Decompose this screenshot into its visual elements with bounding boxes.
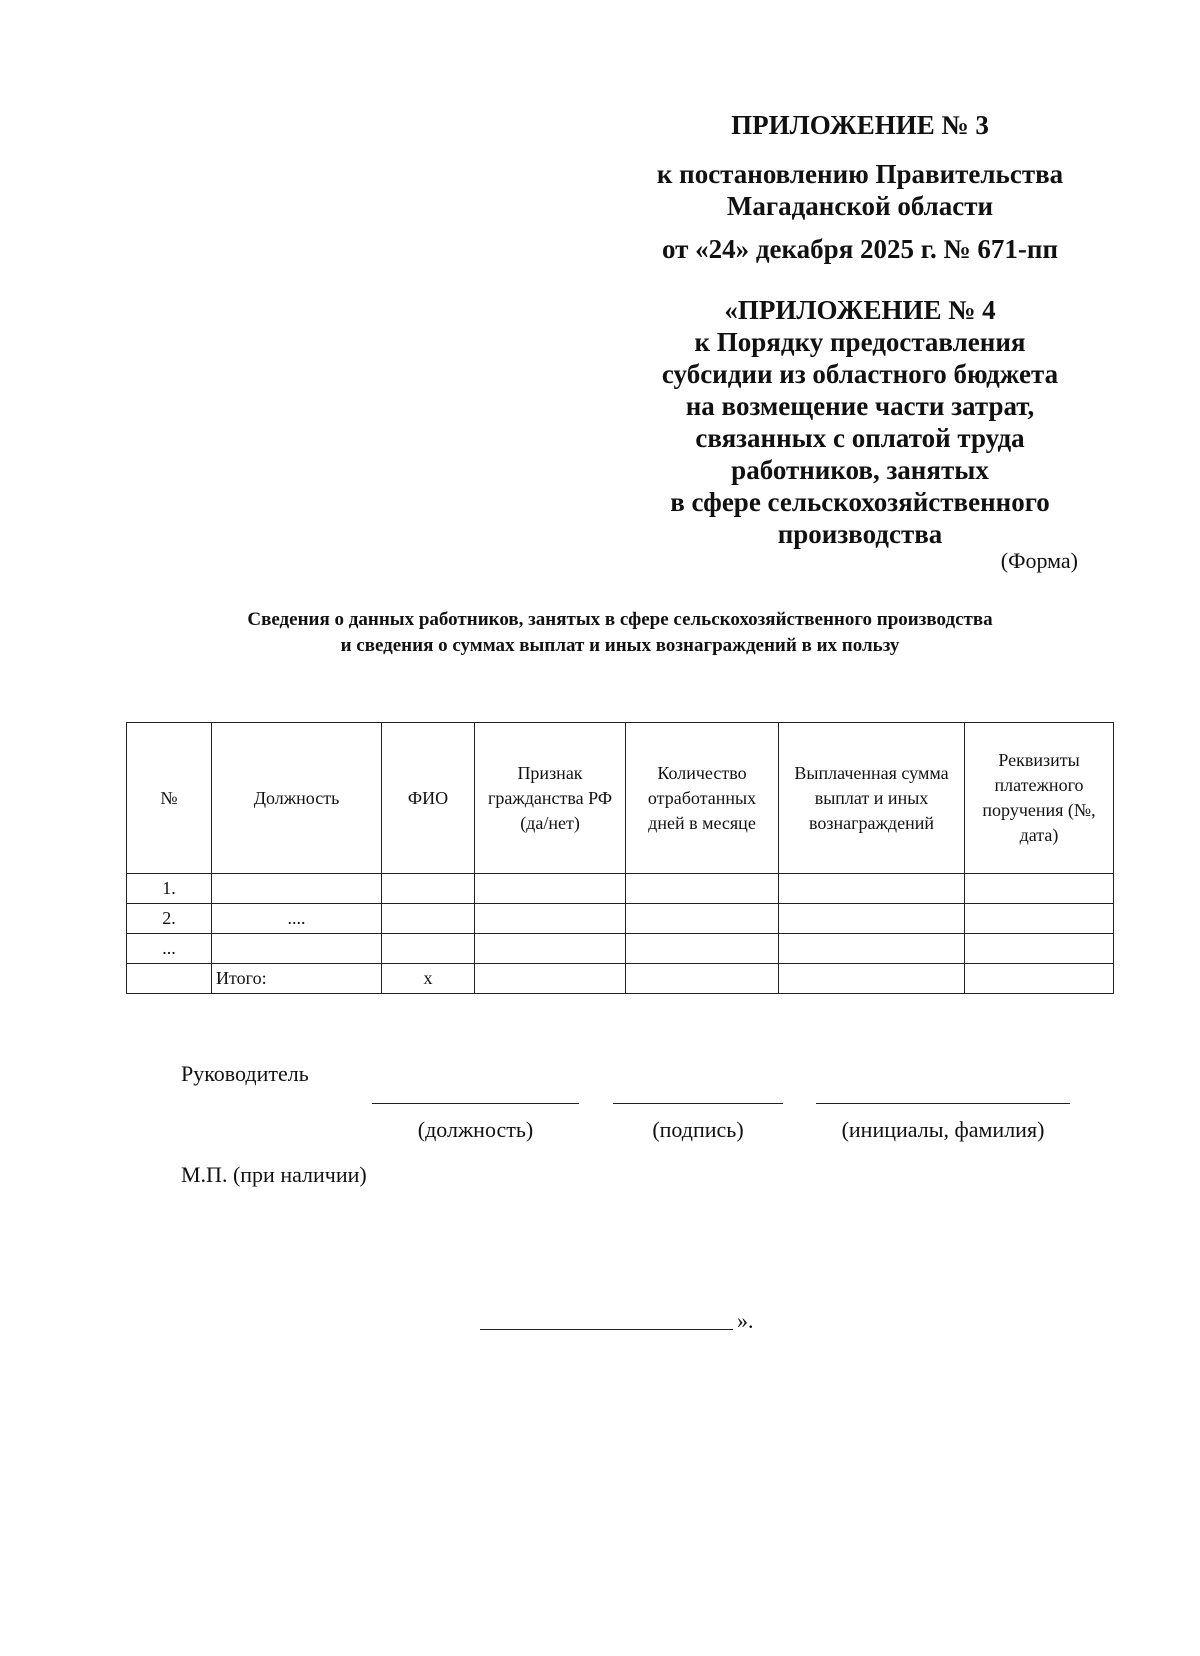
table-cell xyxy=(475,964,626,994)
appendix4-title: «ПРИЛОЖЕНИЕ № 4 xyxy=(724,295,996,325)
column-header-payment-order: Реквизиты платежного поручения (№, дата) xyxy=(965,723,1114,874)
table-row xyxy=(127,874,1114,904)
table-cell xyxy=(475,934,626,964)
table-cell: ... xyxy=(127,934,212,964)
table-cell xyxy=(382,874,475,904)
total-label: Итого: xyxy=(212,964,382,994)
table-cell xyxy=(965,904,1114,934)
table-title xyxy=(120,607,1120,659)
decree-date: от «24» декабря 2025 г. № 671-пп xyxy=(661,234,1059,264)
table-cell xyxy=(965,874,1114,904)
name-signature-line xyxy=(816,1103,1070,1104)
table-cell xyxy=(779,874,965,904)
table-cell xyxy=(127,964,212,994)
head-role-label: Руководитель xyxy=(181,1061,309,1086)
appendix4-line: производства xyxy=(777,519,943,549)
employee-data-table xyxy=(126,722,1114,994)
appendix4-block xyxy=(610,294,1110,550)
table-cell xyxy=(475,904,626,934)
closing-quote-mark: ». xyxy=(737,1308,754,1333)
table-cell xyxy=(779,904,965,934)
table-title-line-1: Сведения о данных работников, занятых в сфере сельскохозяйственного производства xyxy=(247,609,993,630)
table-cell xyxy=(779,934,965,964)
appendix4-line: на возмещение части затрат, xyxy=(685,391,1035,421)
position-signature-line xyxy=(372,1103,579,1104)
name-caption: (инициалы, фамилия) xyxy=(841,1117,1045,1142)
appendix4-line: работников, занятых xyxy=(731,455,989,485)
table-cell xyxy=(779,964,965,994)
table-cell: 2. xyxy=(127,904,212,934)
form-label: (Форма) xyxy=(1000,548,1078,573)
table-cell xyxy=(626,964,779,994)
decree-line-1: к постановлению Правительства xyxy=(656,159,1064,189)
table-cell xyxy=(965,934,1114,964)
appendix3-title: ПРИЛОЖЕНИЕ № 3 xyxy=(731,110,989,140)
table-row xyxy=(127,904,1114,934)
closing-line xyxy=(480,1329,733,1330)
table-cell xyxy=(475,874,626,904)
table-header-row xyxy=(127,723,1114,874)
table-cell xyxy=(382,934,475,964)
table-cell xyxy=(626,904,779,934)
stamp-label: М.П. (при наличии) xyxy=(181,1162,367,1187)
table-cell xyxy=(626,874,779,904)
appendix4-line: в сфере сельскохозяйственного xyxy=(670,487,1050,517)
decree-line-2: Магаданской области xyxy=(726,191,994,221)
column-header-position: Должность xyxy=(212,723,382,874)
table-cell xyxy=(965,964,1114,994)
decree-reference xyxy=(610,158,1110,222)
signature-caption: (подпись) xyxy=(652,1117,744,1142)
position-caption: (должность) xyxy=(417,1117,534,1142)
table-cell xyxy=(212,874,382,904)
table-cell xyxy=(626,934,779,964)
appendix4-line: субсидии из областного бюджета xyxy=(661,359,1059,389)
appendix4-line: связанных с оплатой труда xyxy=(695,423,1025,453)
signature-line xyxy=(613,1103,783,1104)
table-total-row xyxy=(127,964,1114,994)
column-header-citizenship: Признак гражданства РФ (да/нет) xyxy=(475,723,626,874)
column-header-days-worked: Количество отработанных дней в месяце xyxy=(626,723,779,874)
appendix4-line: к Порядку предоставления xyxy=(694,327,1026,357)
total-not-applicable-mark: х xyxy=(382,964,475,994)
table-cell xyxy=(212,934,382,964)
table-cell: 1. xyxy=(127,874,212,904)
table-title-line-2: и сведения о суммах выплат и иных вознаграждений в их пользу xyxy=(340,635,900,656)
column-header-amount-paid: Выплаченная сумма выплат и иных вознаграждений xyxy=(779,723,965,874)
table-row xyxy=(127,934,1114,964)
table-cell xyxy=(382,904,475,934)
column-header-number: № xyxy=(127,723,212,874)
column-header-full-name: ФИО xyxy=(382,723,475,874)
table-cell: .... xyxy=(212,904,382,934)
